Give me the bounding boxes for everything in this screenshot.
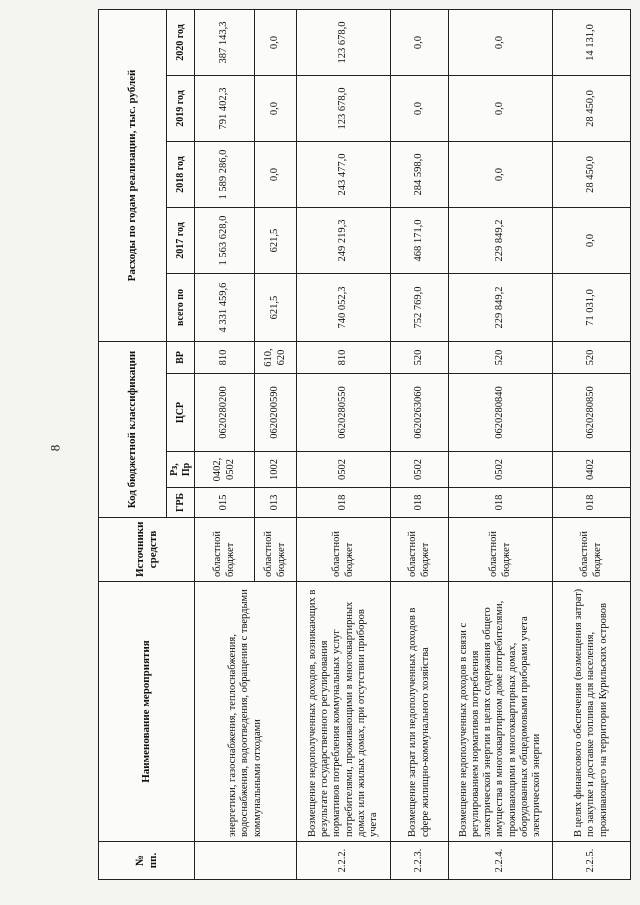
row-vr: 520 (391, 342, 449, 374)
row-rz: 0502 (297, 452, 391, 488)
row-2017: 0,0 (553, 208, 631, 274)
row-no: 2.2.5. (553, 842, 631, 880)
row-rz: 0502 (449, 452, 553, 488)
header-code: Код бюджетной классификации (99, 342, 167, 518)
row-2019: 123 678,0 (297, 76, 391, 142)
row-source: областной бюджет (449, 518, 553, 582)
header-csr: ЦСР (167, 374, 195, 452)
row-source: областной бюджет (391, 518, 449, 582)
row-2018: 0,0 (449, 142, 553, 208)
row-2020: 123 678,0 (297, 9, 391, 75)
row-csr: 0620280840 (449, 374, 553, 452)
row-source: областной бюджет (195, 518, 255, 582)
row-2018: 28 450,0 (553, 142, 631, 208)
row-2017: 1 563 628,0 (195, 208, 255, 274)
row-2020: 387 143,3 (195, 9, 255, 75)
row-2017: 249 219,3 (297, 208, 391, 274)
row-rz: 0502 (391, 452, 449, 488)
row-csr: 0620263060 (391, 374, 449, 452)
row-total: 752 769,0 (391, 274, 449, 342)
row-2019: 0,0 (449, 76, 553, 142)
row-grb: 018 (391, 488, 449, 518)
table-row (297, 9, 391, 879)
row-name: Возмещение недополученных доходов в связи с регулированием нормативов потребления электрической энергии в целях содержания общего имущества в многоквартирном доме потребителями, проживающими в многоквартирных домах, оборудованных общедомовыми приборами учета электрической энергии (449, 582, 553, 842)
row-csr: 0620280200 (195, 374, 255, 452)
row-2018: 243 477,0 (297, 142, 391, 208)
row-vr: 810 (297, 342, 391, 374)
row-2020: 0,0 (449, 9, 553, 75)
row-2018: 1 589 286,0 (195, 142, 255, 208)
row-no: 2.2.2. (297, 842, 391, 880)
row-total: 740 052,3 (297, 274, 391, 342)
row-grb: 018 (297, 488, 391, 518)
row-rz: 0402, 0502 (195, 452, 255, 488)
row-vr: 520 (553, 342, 631, 374)
row-name: Возмещение затрат или недополученных доходов в сфере жилищно-коммунального хозяйства (391, 582, 449, 842)
header-vr: ВР (167, 342, 195, 374)
page-number: 8 (47, 444, 63, 452)
row-source: областной бюджет (297, 518, 391, 582)
table-row (195, 9, 255, 879)
row-name: энергетики, газоснабжения, теплоснабжения, водоснабжения, водоотведения, обращения с твердыми коммунальными отходами (195, 582, 297, 842)
row-2019: 28 450,0 (553, 76, 631, 142)
row-2020: 0,0 (391, 9, 449, 75)
row-2019: 791 402,3 (195, 76, 255, 142)
row-vr: 610, 620 (255, 342, 297, 374)
row-name: Возмещение недополученных доходов, возникающих в результате государственного регулирования нормативов потребления коммунальных услуг потребителями, проживающими в многоквартирных домах или жилых домах, при отсутствии приборов учета (297, 582, 391, 842)
header-grb: ГРБ (167, 488, 195, 518)
budget-table (98, 9, 631, 880)
table-row (553, 9, 631, 879)
row-csr: 0620280550 (297, 374, 391, 452)
header-2018: 2018 год (167, 142, 195, 208)
row-2018: 0,0 (255, 142, 297, 208)
row-2017: 229 849,2 (449, 208, 553, 274)
header-source: Источники средств (99, 518, 195, 582)
header-2017: 2017 год (167, 208, 195, 274)
row-name: В целях финансового обеспечения (возмещения затрат) по закупке и доставке топлива для населения, проживающего на территории Курильских островов (553, 582, 631, 842)
row-total: 71 031,0 (553, 274, 631, 342)
header-rz: Рз, Пр (167, 452, 195, 488)
header-no: № пп. (99, 842, 195, 880)
row-rz: 0402 (553, 452, 631, 488)
row-total: 229 849,2 (449, 274, 553, 342)
row-rz: 1002 (255, 452, 297, 488)
row-total: 621,5 (255, 274, 297, 342)
row-2018: 284 598,0 (391, 142, 449, 208)
row-source: областной бюджет (255, 518, 297, 582)
row-2017: 621,5 (255, 208, 297, 274)
header-2020: 2020 год (167, 9, 195, 75)
row-vr: 810 (195, 342, 255, 374)
row-no (195, 842, 297, 880)
row-csr: 0620200590 (255, 374, 297, 452)
table-row (391, 9, 449, 879)
header-name: Наименование мероприятия (99, 582, 195, 842)
row-grb: 018 (449, 488, 553, 518)
row-vr: 520 (449, 342, 553, 374)
header-2019: 2019 год (167, 76, 195, 142)
table-row (449, 9, 553, 879)
row-csr: 0620280850 (553, 374, 631, 452)
row-no: 2.2.4. (449, 842, 553, 880)
row-2020: 14 131,0 (553, 9, 631, 75)
header-total: всего по (167, 274, 195, 342)
row-2019: 0,0 (255, 76, 297, 142)
rotated-table-container (98, 10, 628, 880)
row-2019: 0,0 (391, 76, 449, 142)
row-grb: 013 (255, 488, 297, 518)
row-grb: 018 (553, 488, 631, 518)
header-expenses: Расходы по годам реализации, тыс. рублей (99, 9, 167, 341)
row-2020: 0,0 (255, 9, 297, 75)
row-source: областной бюджет (553, 518, 631, 582)
row-2017: 468 171,0 (391, 208, 449, 274)
row-no: 2.2.3. (391, 842, 449, 880)
row-grb: 015 (195, 488, 255, 518)
row-total: 4 331 459,6 (195, 274, 255, 342)
